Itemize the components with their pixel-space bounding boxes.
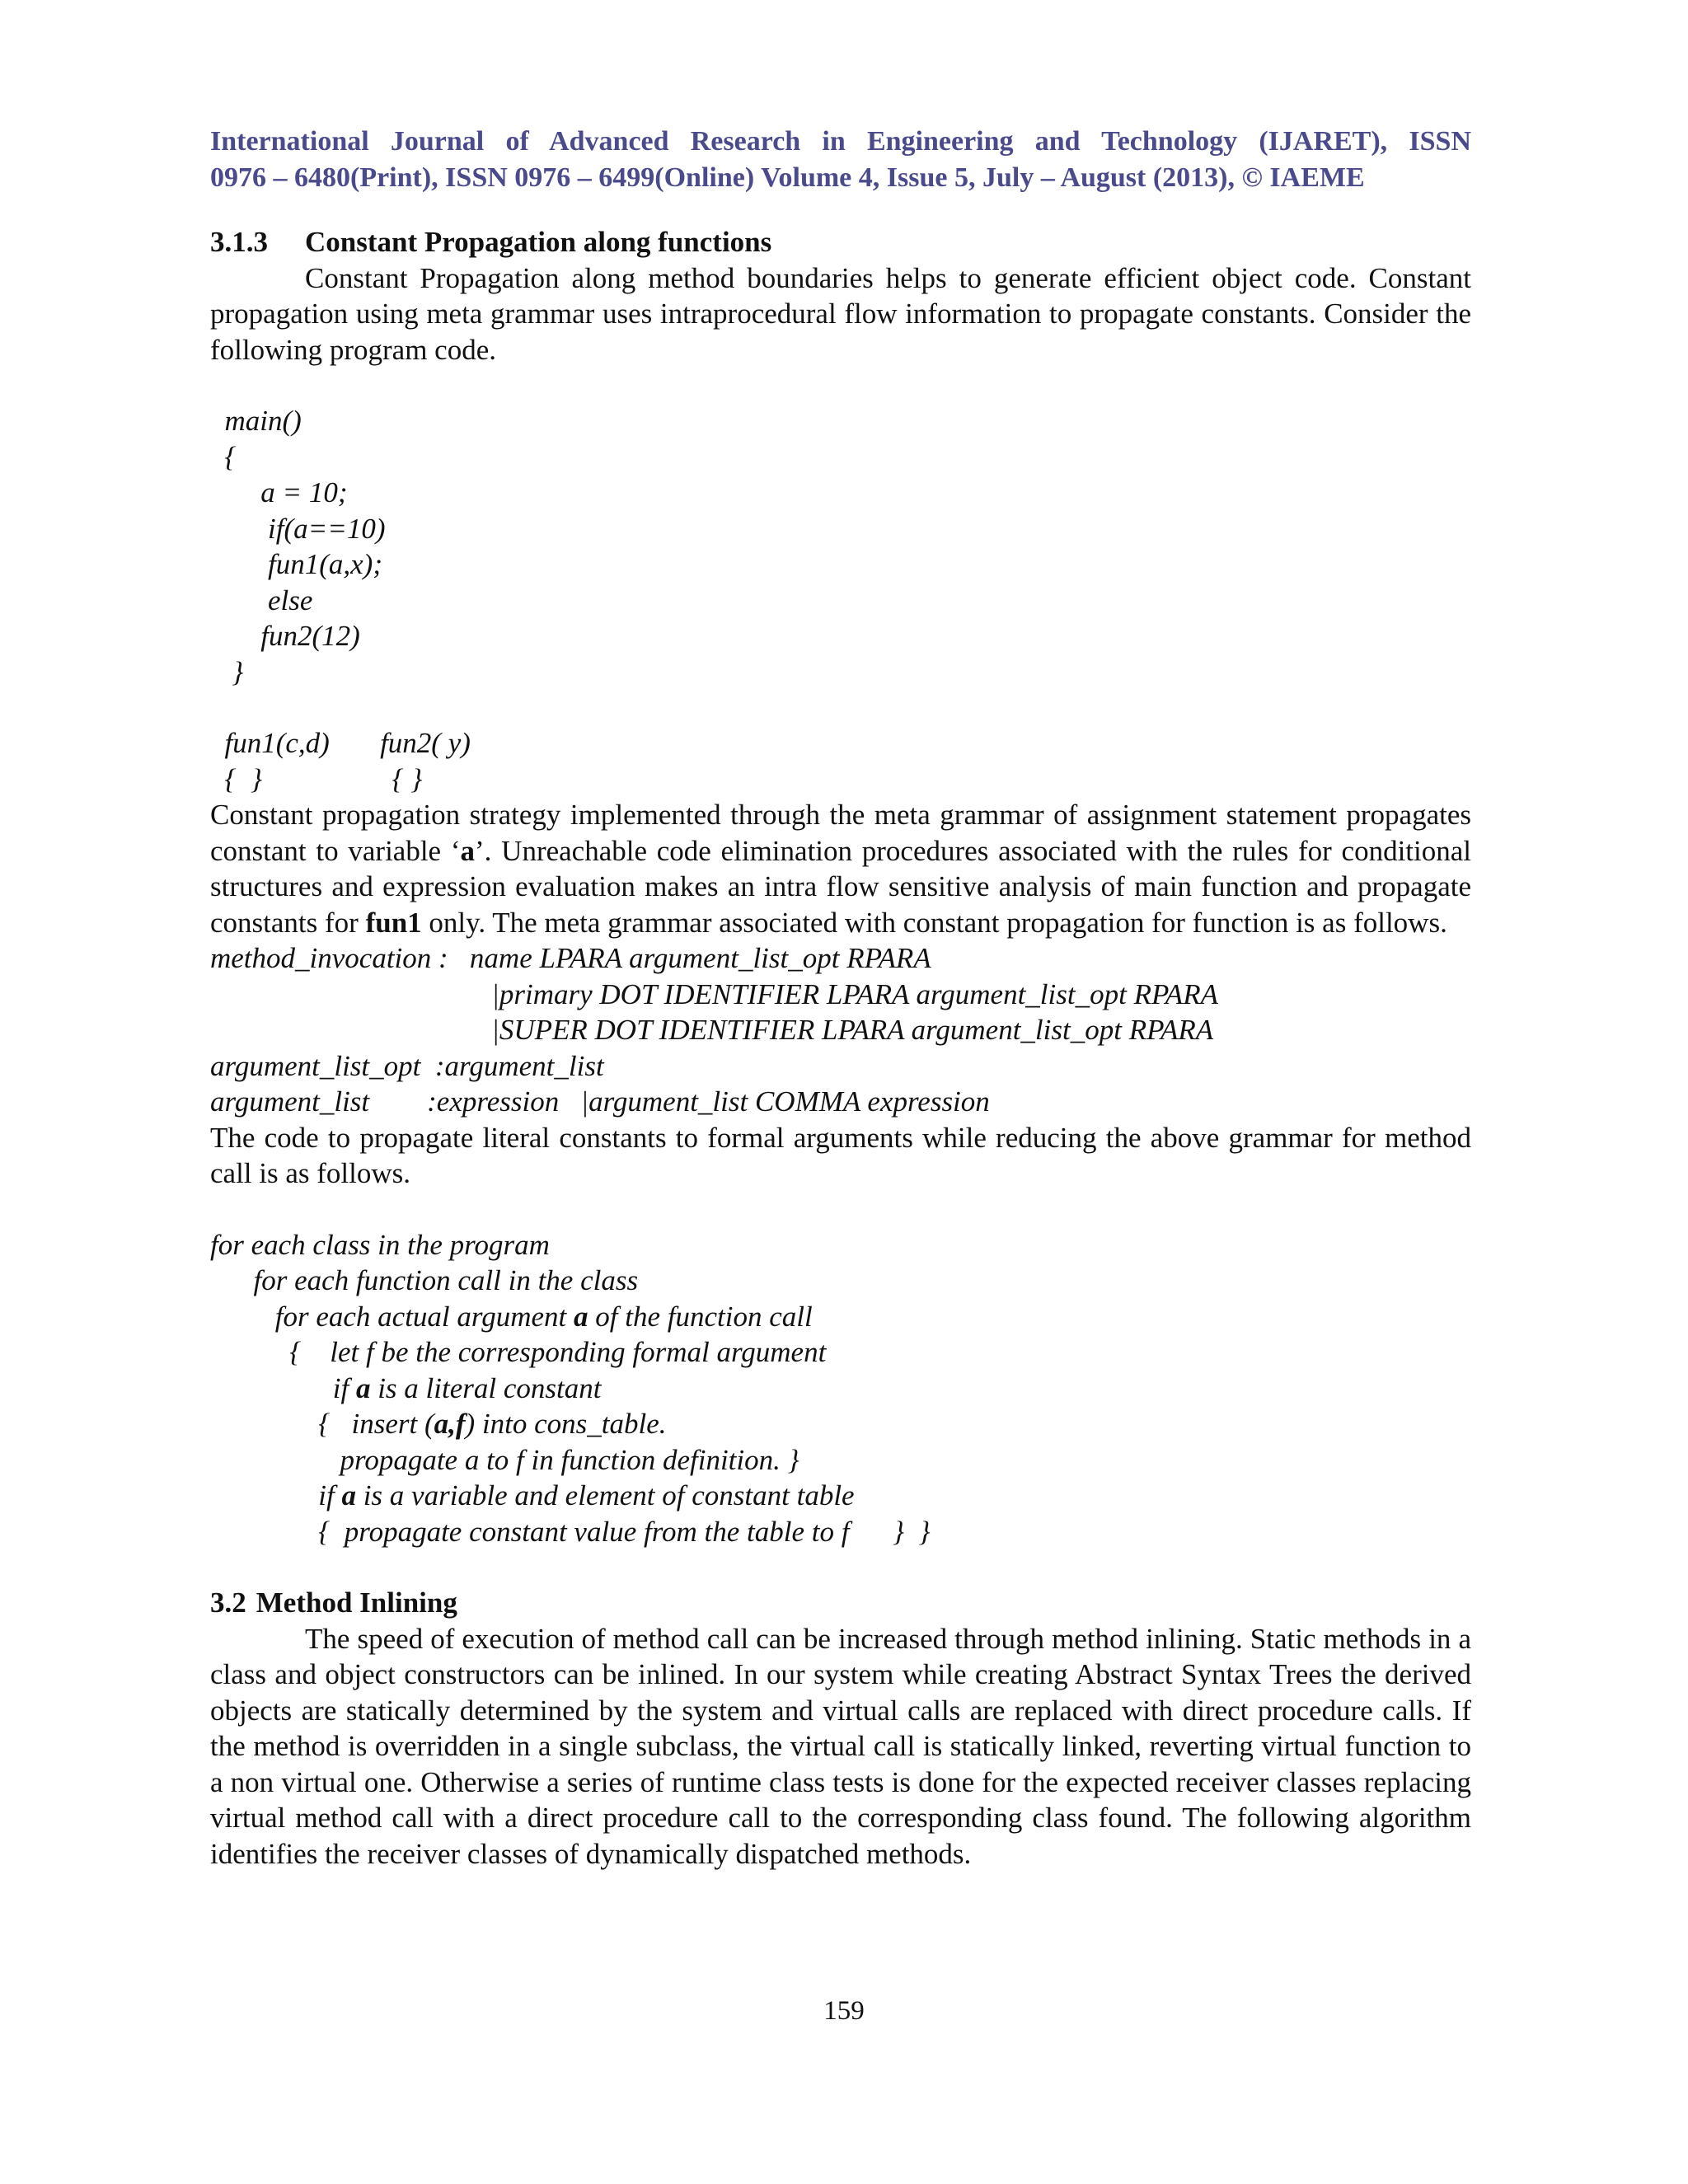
main-content <box>210 224 1471 1872</box>
bold-variable: a <box>460 834 476 867</box>
header-line-1: International Journal of Advanced Research in Engineering and Technology (IJARET), ISSN <box>210 126 1471 157</box>
section-number: 3.1.3 <box>210 226 268 258</box>
page-number: 159 <box>823 1996 865 2026</box>
paragraph-method-inlining: The speed of execution of method call can be increased through method inlining. Static methods in a class and object constructors can be inlined. In our system while creating Abstract Syntax Trees the derived objects are statically determined by the system and virtual calls are replaced with direct procedure calls. If the method is overridden in a single subclass, the virtual call is statically linked, reverting virtual function to a non virtual one. Otherwise a series of runtime class tests is done for the expected receiver classes replacing virtual method call with a direct procedure call to the corresponding class found. The following algorithm identifies the receiver classes of dynamically dispatched methods. <box>210 1622 1471 1870</box>
text-run: Constant propagation strategy implemented through the meta grammar of assignment statement propagates constant to variable ‘ <box>210 799 1471 867</box>
bold-function-name: fun1 <box>365 906 422 939</box>
algo-line: for each actual argument a of the function call <box>210 1300 813 1333</box>
grammar-rule: argument_list :expression |argument_list COMMA expression <box>210 1085 990 1118</box>
code-line: } <box>210 655 244 688</box>
code-block-main <box>210 403 1471 690</box>
grammar-block <box>210 940 1471 1120</box>
algo-line: { let f be the corresponding formal argument <box>210 1336 827 1368</box>
code-line: a = 10; <box>210 476 348 509</box>
code-line: fun1(a,x); <box>210 548 382 580</box>
section-title: Method Inlining <box>256 1586 457 1619</box>
section-number: 3.2 <box>210 1586 246 1619</box>
spacer <box>210 1549 1471 1585</box>
paragraph-propagate-literals: The code to propagate literal constants to formal arguments while reducing the above grammar for method call is as follows. <box>210 1121 1471 1189</box>
spacer <box>210 1192 1471 1227</box>
text-run: only. The meta grammar associated with constant propagation for function is as follows. <box>421 906 1447 939</box>
section-heading-3-1-3 <box>210 224 1471 260</box>
algo-line: for each class in the program <box>210 1228 550 1261</box>
spacer <box>210 690 1471 725</box>
algo-line: if a is a variable and element of constant table <box>210 1479 855 1511</box>
code-line: { <box>210 440 237 473</box>
code-line: fun2(12) <box>210 620 360 652</box>
code-line: main() <box>210 405 302 437</box>
code-line: { } { } <box>210 762 423 795</box>
code-line: fun1(c,d) fun2( y) <box>210 727 471 759</box>
grammar-rule: method_invocation : name LPARA argument_list_opt RPARA <box>210 942 931 974</box>
journal-header <box>210 124 1471 196</box>
paragraph-strategy <box>210 797 1471 940</box>
header-line-2: 0976 – 6480(Print), ISSN 0976 – 6499(Online) Volume 4, Issue 5, July – August (2013), © IAEME <box>210 162 1365 193</box>
text-run: ’. Unreachable code elimination procedures associated with the rules for conditional structures and expression evaluation makes an intra flow sensitive analysis of main function and propagate constants for <box>210 834 1471 939</box>
grammar-rule: |primary DOT IDENTIFIER LPARA argument_list_opt RPARA <box>210 977 1218 1010</box>
algo-line: { propagate constant value from the table to f } } <box>210 1515 931 1548</box>
grammar-rule: argument_list_opt :argument_list <box>210 1049 604 1082</box>
algo-line: propagate a to f in function definition. } <box>210 1443 799 1476</box>
algo-line: { insert (a,f) into cons_table. <box>210 1408 667 1440</box>
code-line: else <box>210 583 313 616</box>
code-block-functions <box>210 725 1471 797</box>
code-line: if(a==10) <box>210 512 386 545</box>
algorithm-block <box>210 1227 1471 1550</box>
section-heading-3-2 <box>210 1585 1471 1621</box>
spacer <box>210 368 1471 403</box>
paragraph-constant-propagation: Constant Propagation along method boundaries helps to generate efficient object code. Constant propagation using meta grammar uses intraprocedural flow information to propagate constants. Consider the following program code. <box>210 261 1471 366</box>
grammar-rule: |SUPER DOT IDENTIFIER LPARA argument_list_opt RPARA <box>210 1014 1214 1046</box>
algo-line: if a is a literal constant <box>210 1371 602 1404</box>
algo-line: for each function call in the class <box>210 1264 639 1296</box>
section-title: Constant Propagation along functions <box>305 226 772 258</box>
